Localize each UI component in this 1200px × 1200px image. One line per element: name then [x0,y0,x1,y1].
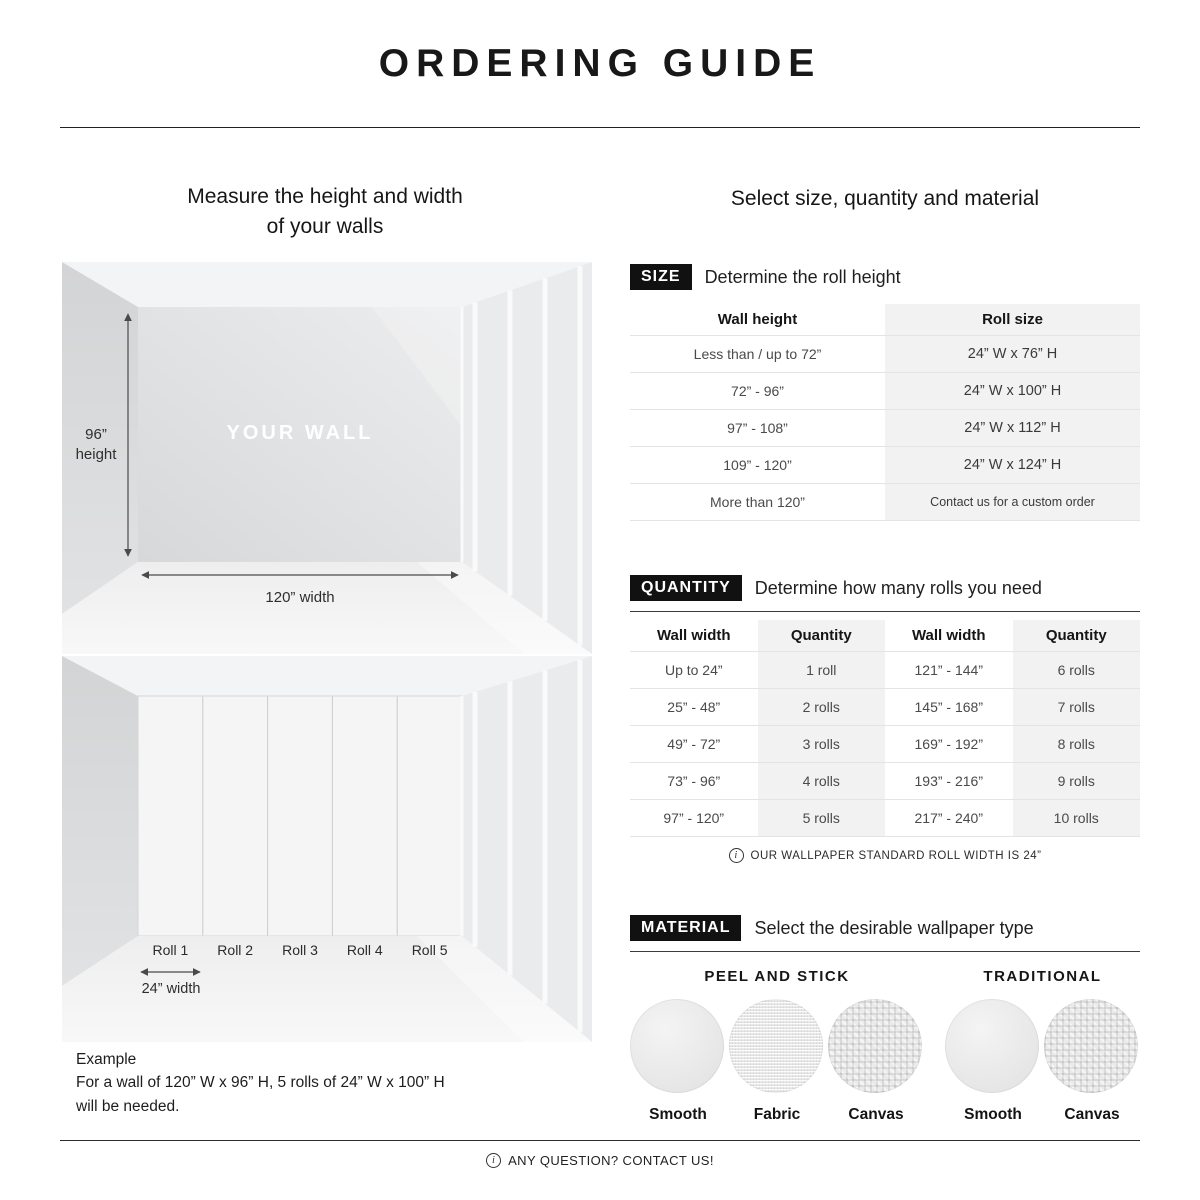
size-section [630,264,1140,521]
material-badge: MATERIAL [630,915,741,941]
wall-height-value: 72” - 96” [731,383,784,399]
quantity-value: 3 rolls [758,726,886,762]
example-line2: will be needed. [76,1097,180,1115]
size-table-row [630,410,1140,447]
size-table-row [630,336,1140,373]
material-group-traditional [945,968,1140,1124]
size-table-row [630,484,1140,521]
roll-size-value: 24” W x 100” H [885,373,1140,409]
wall-width-value: 97” - 120” [663,810,725,826]
wall-width-value: 49” - 72” [667,736,721,752]
quantity-table-header-row [630,620,1140,652]
size-table [630,304,1140,521]
wall-height-value: 109” - 120” [723,457,792,473]
size-table-header-row [630,304,1140,336]
room-illustration-rolls [62,656,592,1042]
roll-size-value: 24” W x 124” H [885,447,1140,483]
wall-width-value: 25” - 48” [667,699,721,715]
example-block [76,1048,556,1118]
your-wall-label: YOUR WALL [226,422,374,444]
page-title: ORDERING GUIDE [378,42,822,85]
footer [0,1153,1200,1168]
material-section [630,915,1140,1124]
measure-heading [60,182,590,242]
quantity-col-wall-width-1: Wall width [656,627,731,644]
roll-2-label: Roll 2 [217,942,254,958]
roll-3-label: Roll 3 [282,942,318,958]
material-option-canvas [828,999,924,1124]
quantity-table-row [630,652,1140,689]
standard-roll-width-note [630,848,1140,863]
size-col-roll-size: Roll size [885,304,1140,335]
roll-size-value: Contact us for a custom order [885,484,1140,520]
quantity-value: 1 roll [758,652,886,688]
quantity-col-quantity-2: Quantity [1013,620,1141,651]
material-option-smooth [630,999,726,1124]
canvas-texture-swatch [1044,999,1138,1093]
size-section-header [630,264,1140,290]
peel-and-stick-options [630,999,924,1124]
material-groups [630,968,1140,1124]
wall-width-value: 169” - 192” [914,736,983,752]
wall-width-value: Up to 24” [664,662,723,678]
quantity-badge: QUANTITY [630,575,742,601]
canvas-texture-swatch [828,999,922,1093]
quantity-section [630,575,1140,837]
material-option-smooth-traditional [945,999,1041,1124]
wall-width-value: 217” - 240” [914,810,983,826]
smooth-texture-swatch [945,999,1039,1093]
size-col-wall-height: Wall height [717,311,798,328]
wall-height-value: Less than / up to 72” [693,346,822,362]
example-title: Example [76,1051,137,1068]
quantity-value: 10 rolls [1013,800,1141,836]
quantity-value: 4 rolls [758,763,886,799]
wall-width-dimension-label: 120” width [265,589,335,606]
room-illustration-your-wall [62,262,592,654]
wall-height-value: More than 120” [710,494,805,510]
fabric-texture-swatch [729,999,823,1093]
size-badge: SIZE [630,264,692,290]
roll-4-label: Roll 4 [346,942,383,958]
quantity-table [630,620,1140,837]
info-icon [486,1153,501,1168]
roll-1-label: Roll 1 [152,942,189,958]
roll-labels-row [138,942,462,958]
material-group-peel-and-stick [630,968,924,1124]
quantity-table-row [630,763,1140,800]
traditional-title: TRADITIONAL [983,968,1102,985]
footer-text: ANY QUESTION? CONTACT US! [508,1153,714,1168]
measure-heading-line1: Measure the height and width [187,185,463,208]
footer-divider [60,1140,1140,1141]
quantity-section-title: Determine how many rolls you need [754,577,1042,598]
wall-width-value: 145” - 168” [914,699,983,715]
smooth-label: Smooth [964,1106,1022,1123]
smooth-label: Smooth [649,1106,707,1123]
quantity-value: 2 rolls [758,689,886,725]
quantity-value: 5 rolls [758,800,886,836]
wall-height-value: 97” - 108” [727,420,788,436]
info-icon [729,848,744,863]
traditional-options [945,999,1140,1124]
canvas-label: Canvas [848,1106,904,1123]
wall-width-value: 73” - 96” [667,773,721,789]
quantity-col-quantity-1: Quantity [758,620,886,651]
size-table-row [630,447,1140,484]
quantity-value: 6 rolls [1013,652,1141,688]
roll-5-label: Roll 5 [411,942,448,958]
material-section-header [630,915,1140,952]
material-section-title: Select the desirable wallpaper type [754,917,1034,938]
quantity-value: 8 rolls [1013,726,1141,762]
title-divider [60,127,1140,128]
quantity-col-wall-width-2: Wall width [911,627,986,644]
material-option-fabric [729,999,825,1124]
quantity-table-row [630,726,1140,763]
fabric-label: Fabric [753,1106,801,1123]
example-line1: For a wall of 120” W x 96” H, 5 rolls of 24” W x 100” H [76,1074,445,1092]
roll-size-value: 24” W x 76” H [885,336,1140,372]
quantity-section-header [630,575,1140,612]
size-section-title: Determine the roll height [704,266,901,287]
wall-width-value: 121” - 144” [914,662,983,678]
canvas-label: Canvas [1064,1106,1120,1123]
roll-size-value: 24” W x 112” H [885,410,1140,446]
wall-width-value: 193” - 216” [914,773,983,789]
wall-height-dimension-label: 96” height [75,426,117,464]
smooth-texture-swatch [630,999,724,1093]
quantity-table-row [630,800,1140,837]
quantity-value: 7 rolls [1013,689,1141,725]
material-option-canvas-traditional [1044,999,1140,1124]
roll-width-dimension-label: 24” width [141,981,201,997]
peel-and-stick-title: PEEL AND STICK [704,968,850,985]
quantity-table-row [630,689,1140,726]
quantity-value: 9 rolls [1013,763,1141,799]
size-table-row [630,373,1140,410]
measure-heading-line2: of your walls [266,214,384,238]
standard-roll-width-text: OUR WALLPAPER STANDARD ROLL WIDTH IS 24” [750,849,1042,862]
select-heading: Select size, quantity and material [730,187,1040,210]
